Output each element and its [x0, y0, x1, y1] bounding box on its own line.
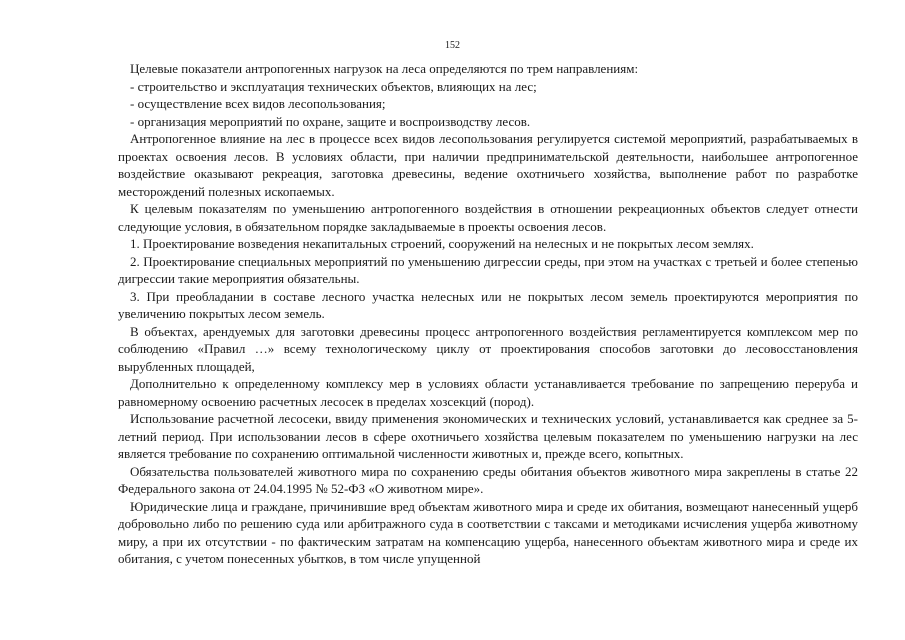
paragraph-timber-harvest: В объектах, арендуемых для заготовки древесины процесс антропогенного воздействия регламентируется комплексом мер по соблюдению «Правил …» всему технологическому циклу от проектирования способов заготовки до лесовосстановления вырубленных площадей, [118, 323, 858, 374]
numbered-item-2: 2. Проектирование специальных мероприятий по уменьшению дигрессии среды, при этом на участках с третьей и более степенью дигрессии такие мероприятия обязательны. [118, 253, 858, 286]
paragraph-annual-allowable-cut: Использование расчетной лесосеки, ввиду применения экономических и технических условий, устанавливается как среднее за 5-летний период. При использовании лесов в сфере охотничьего хозяйства целевым показателем по уменьшению нагрузки на лес является требование по сохранению оптимальной численности животных и, прежде всего, копытных. [118, 411, 858, 461]
page-number: 152 [445, 40, 460, 51]
numbered-item-1: 1. Проектирование возведения некапитальных строений, сооружений на нелесных и не покрытых лесом землях. [130, 236, 754, 251]
paragraph-recreation-targets: К целевым показателям по уменьшению антропогенного воздействия в отношении рекреационных объектов следует отнести следующие условия, в обязательном порядке закладываемые в проекты освоения лесов. [118, 201, 858, 234]
list-item-construction: - строительство и эксплуатация технических объектов, влияющих на лес; [130, 78, 537, 94]
paragraph-intro: Целевые показатели антропогенных нагрузок на леса определяются по трем направлениям: [130, 61, 639, 76]
list-item-protection: - организация мероприятий по охране, защите и воспроизводству лесов. [130, 113, 531, 129]
list-item-forest-use: - осуществление всех видов лесопользования; [130, 96, 386, 111]
document-body [118, 60, 858, 568]
paragraph-wildlife-obligations: Обязательства пользователей животного мира по сохранению среды обитания объектов животного мира закреплены в статье 22 Федерального закона от 24.04.1995 № 52-ФЗ «О животном мире». [118, 463, 858, 496]
paragraph-damage-compensation: Юридические лица и граждане, причинившие вред объектам животного мира и среде их обитания, возмещают нанесенный ущерб добровольно либо по решению суда или арбитражного суда в соответствии с таксами и методиками исчисления ущерба животному миру, а при их отсутствии - по фактическим затратам на компенсацию ущерба, нанесенного объектам животного мира и среде их обитания, с учетом понесенных убытков, в том числе упущенной [118, 498, 858, 566]
paragraph-anthropogenic-influence: Антропогенное влияние на лес в процессе всех видов лесопользования регулируется системой мероприятий, разрабатываемых в проектах освоения лесов. В условиях области, при наличии предпринимательской деятельности, наибольшее антропогенное воздействие оказывают рекреация, заготовка древесины, ведение охотничьего хозяйства, выполнение работ по разработке месторождений полезных ископаемых. [118, 131, 858, 199]
numbered-item-3: 3. При преобладании в составе лесного участка нелесных или не покрытых лесом земель проектируются мероприятия по увеличению покрытых лесом земель. [118, 288, 858, 321]
paragraph-overcutting-ban: Дополнительно к определенному комплексу мер в условиях области устанавливается требование по запрещению переруба и равномерному освоению расчетных лесосек в пределах хозсекций (пород). [118, 376, 858, 409]
